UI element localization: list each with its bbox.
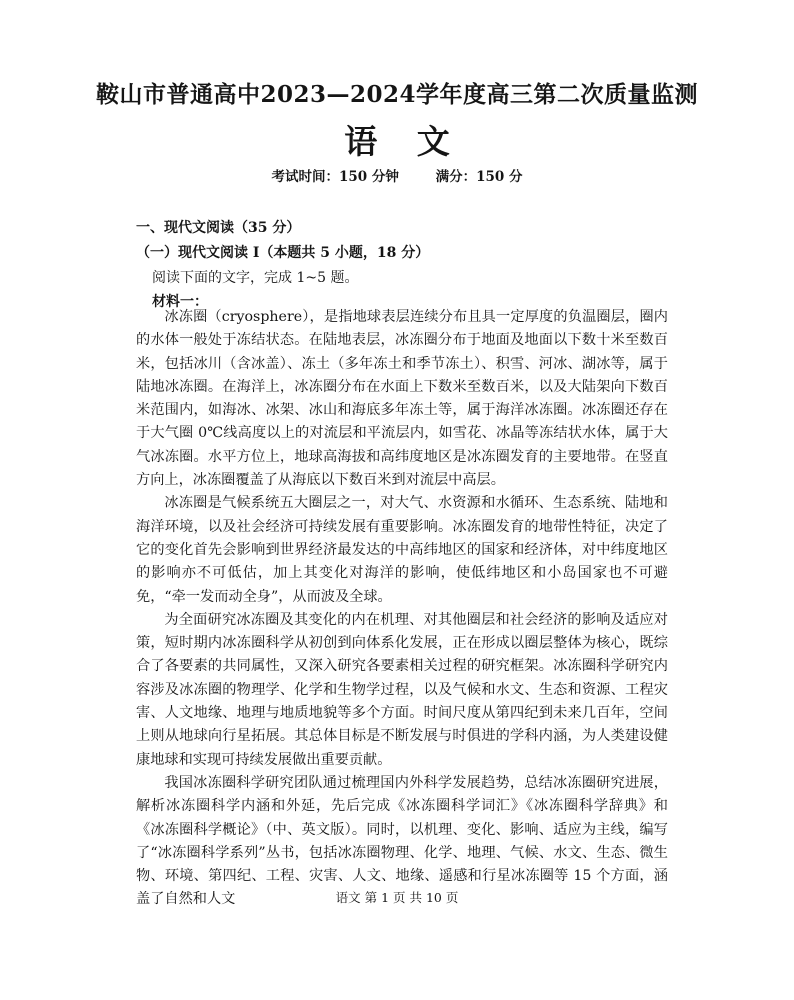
reading-instruction: 阅读下面的文字，完成 1~5 题。 [152,270,359,286]
exam-time: 考试时间：150 分钟 [271,169,399,185]
exam-info [0,165,794,185]
page-footer: 语文 第 1 页 共 10 页 [335,890,459,905]
paragraph: 冰冻圈（cryosphere），是指地球表层连续分布且具一定厚度的负温圈层，圈内的水体一般处于冻结状态。在陆地表层，冰冻圈分布于地面及地面以下数十米至数百米，包括冰川（含冰盖）、冻土（多年冻土和季节冻土）、积雪、河冰、湖冰等，属于陆地冰冻圈。在海洋上，冰冻圈分布在水面上下数米至数百米，以及大陆架向下数百米范围内，如海冰、冰架、冰山和海底多年冻土等，属于海洋冰冻圈。冰冻圈还存在于大气圈 0℃线高度以上的对流层和平流层内，如雪花、冰晶等冻结状水体，属于大气冰冻圈。水平方位上，地球高海拔和高纬度地区是冰冻圈发育的主要地带。在竖直方向上，冰冻圈覆盖了从海底以下数百米到对流层中高层。 [136,309,668,489]
exam-title: 鞍山市普通高中2023—2024学年度高三第二次质量监测 [95,81,699,108]
material-label: 材料一： [152,294,208,310]
full-score: 满分：150 分 [435,169,523,185]
paragraph: 我国冰冻圈科学研究团队通过梳理国内外科学发展趋势，总结冰冻圈研究进展，解析冰冻圈科学内涵和外延，先后完成《冰冻圈科学词汇》《冰冻圈科学辞典》和《冰冻圈科学概论》（中、英文版）。同时，以机理、变化、影响、适应为主线，编写了“冰冻圈科学系列”丛书，包括冰冻圈物理、化学、地理、气候、水文、生态、微生物、环境、第四纪、工程、灾害、人文、地缘、遥感和行星冰冻圈等 15 个方面，涵盖了自然和人文 [136,774,668,908]
passage [136,306,668,912]
subject-title: 语 文 [344,122,450,161]
section-heading: 一、现代文阅读（35 分） [136,220,301,236]
paragraph: 为全面研究冰冻圈及其变化的内在机理、对其他圈层和社会经济的影响及适应对策，短时期内冰冻圈科学从初创到向体系化发展，正在形成以圈层整体为核心，既综合了各要素的共同属性，又深入研究各要素相关过程的研究框架。冰冻圈科学研究内容涉及冰冻圈的物理学、化学和生物学过程，以及气候和水文、生态和资源、工程灾害、人文地缘、地理与地质地貌等多个方面。时间尺度从第四纪到未来几百年，空间上则从地球向行星拓展。其总体目标是不断发展与时俱进的学科内涵，为人类建设健康地球和实现可持续发展做出重要贡献。 [136,611,668,768]
paragraph: 冰冻圈是气候系统五大圈层之一，对大气、水资源和水循环、生态系统、陆地和海洋环境，以及社会经济可持续发展有重要影响。冰冻圈发育的地带性特征，决定了它的变化首先会影响到世界经济最发达的中高纬地区的国家和经济体，对中纬度地区的影响亦不可低估，加上其变化对海洋的影响，使低纬地区和小岛国家也不可避免，“牵一发而动全身”，从而波及全球。 [136,495,668,605]
subsection-heading: （一）现代文阅读 I（本题共 5 小题，18 分） [136,245,430,261]
